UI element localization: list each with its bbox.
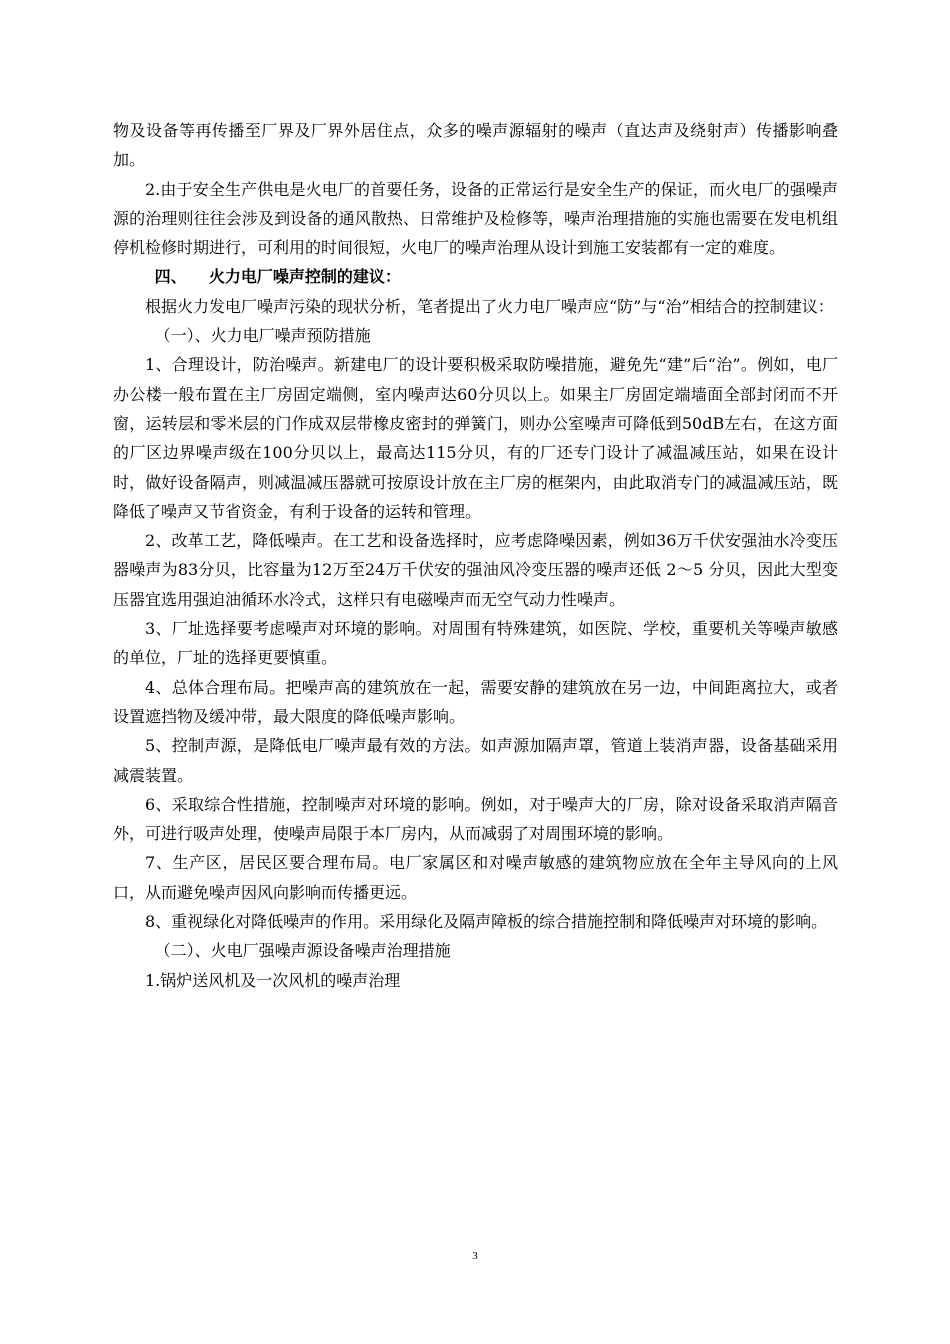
body-text [113, 116, 838, 995]
section-heading: 四、 火力电厂噪声控制的建议： [154, 267, 401, 287]
paragraph: 6、采取综合性措施，控制噪声对环境的影响。例如，对于噪声大的厂房，除对设备采取消声隔音外，可进行吸声处理，使噪声局限于本厂房内，从而减弱了对周围环境的影响。 [113, 794, 838, 844]
paragraph: 1.锅炉送风机及一次风机的噪声治理 [145, 970, 401, 990]
paragraph: 8、重视绿化对降低噪声的作用。采用绿化及隔声障板的综合措施控制和降低噪声对环境的影响。 [145, 912, 828, 932]
paragraph: 2、改革工艺，降低噪声。在工艺和设备选择时，应考虑降噪因素，例如36万千伏安强油水冷变压器噪声为83分贝，比容量为12万至24万千伏安的强油风冷变压器的噪声还低 2～5 分贝，因此大型变压器宜选用强迫油循环水冷式，这样只有电磁噪声而无空气动力性噪声。 [113, 531, 838, 609]
paragraph: 3、厂址选择要考虑噪声对环境的影响。对周围有特殊建筑，如医院、学校，重要机关等噪声敏感的单位，厂址的选择更要慎重。 [113, 619, 838, 668]
paragraph: 4、总体合理布局。把噪声高的建筑放在一起，需要安静的建筑放在另一边，中间距离拉大，或者设置遮挡物及缓冲带，最大限度的降低噪声影响。 [113, 677, 838, 726]
paragraph: 物及设备等再传播至厂界及厂界外居住点，众多的噪声源辐射的噪声（直达声及绕射声）传播影响叠加。 [113, 121, 838, 170]
paragraph: 5、控制声源，是降低电厂噪声最有效的方法。如声源加隔声罩，管道上装消声器，设备基础采用减震装置。 [113, 736, 838, 785]
subsection-heading: （一）、火力电厂噪声预防措施 [154, 326, 371, 346]
paragraph: 7、生产区，居民区要合理布局。电厂家属区和对噪声敏感的建筑物应放在全年主导风向的上风口，从而避免噪声因风向影响而传播更远。 [113, 853, 838, 902]
paragraph: 根据火力发电厂噪声污染的现状分析，笔者提出了火力电厂噪声应“防”与“治”相结合的控制建议： [145, 296, 834, 316]
subsection-heading: （二）、火电厂强噪声源设备噪声治理措施 [154, 941, 451, 961]
paragraph: 2.由于安全生产供电是火电厂的首要任务，设备的正常运行是安全生产的保证，而火电厂的强噪声源的治理则往往会涉及到设备的通风散热、日常维护及检修等，噪声治理措施的实施也需要在发电机组停机检修时期进行，可利用的时间很短，火电厂的噪声治理从设计到施工安装都有一定的难度。 [113, 179, 838, 258]
page-number: 3 [472, 1250, 478, 1262]
paragraph: 1、合理设计，防治噪声。新建电厂的设计要积极采取防噪措施，避免先“建”后“治”。例如，电厂办公楼一般布置在主厂房固定端侧，室内噪声达60分贝以上。如果主厂房固定端墙面全部封闭而不开窗，运转层和零米层的门作成双层带橡皮密封的弹簧门，则办公室噪声可降低到50dB左右，在这方面的厂区边界噪声级在100分贝以上，最高达115分贝，有的厂还专门设计了减温减压站，如果在设计时，做好设备隔声，则减温减压器就可按原设计放在主厂房的框架内，由此取消专门的减温减压站，既降低了噪声又节省资金，有利于设备的运转和管理。 [113, 355, 838, 521]
